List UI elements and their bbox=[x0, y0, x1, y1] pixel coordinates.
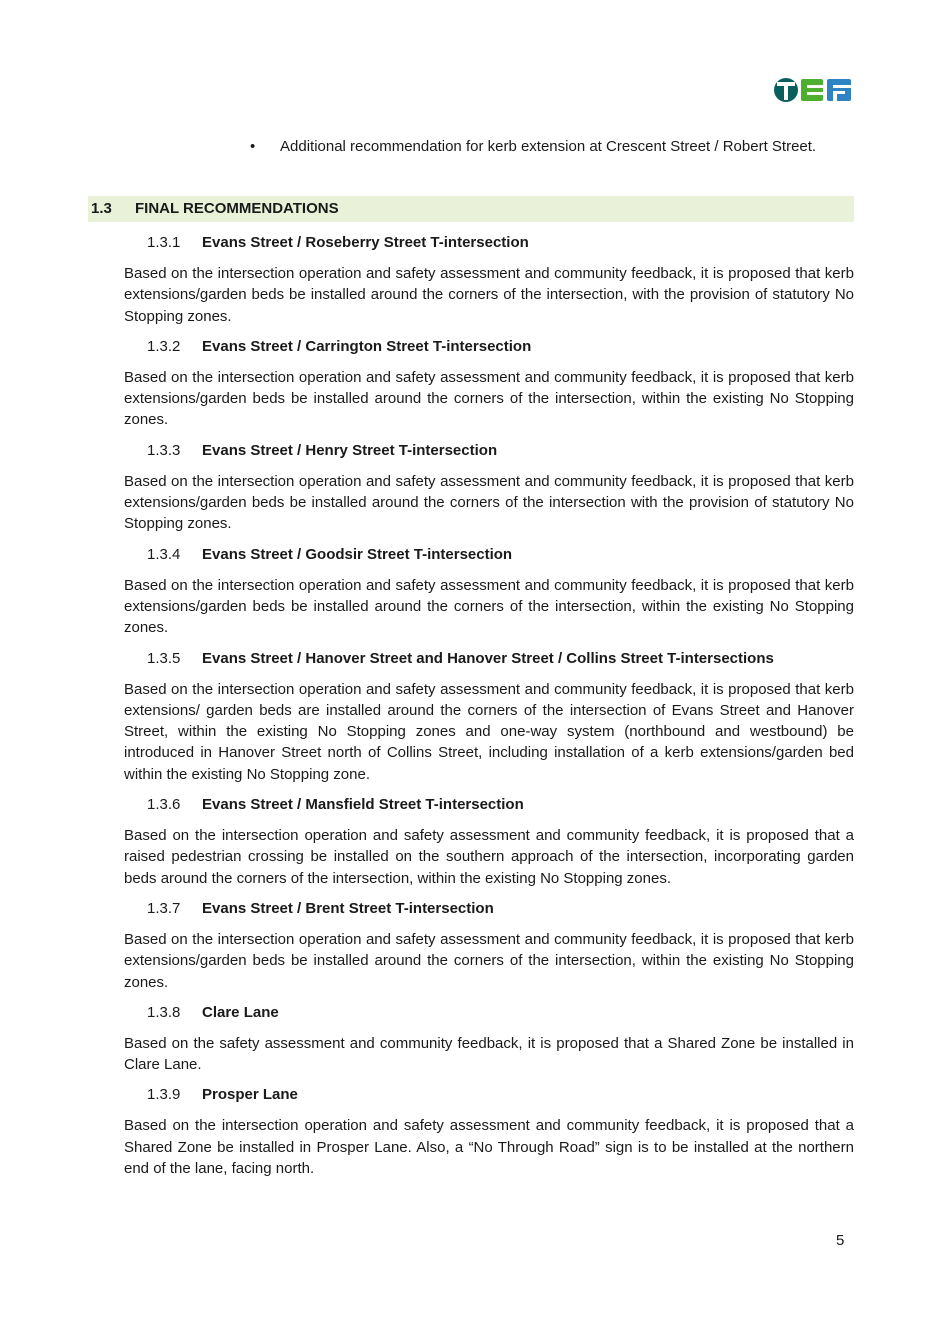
subsection-title: Evans Street / Goodsir Street T-intersection bbox=[202, 545, 513, 563]
subsection-heading-7 bbox=[124, 898, 854, 919]
subsection-heading-2 bbox=[124, 336, 854, 357]
main-content bbox=[124, 232, 854, 1188]
subsection-heading-8 bbox=[124, 1002, 854, 1023]
section-heading bbox=[88, 196, 854, 222]
subsection-title: Evans Street / Carrington Street T-intersection bbox=[202, 337, 532, 355]
subsection-number: 1.3.7 bbox=[147, 899, 181, 917]
subsection-body: Based on the intersection operation and safety assessment and community feedback, it is proposed that kerb extensions/garden beds be installed around the corners of the intersection, within the existing No Stopping zones. bbox=[124, 368, 854, 429]
subsection-heading-4 bbox=[124, 544, 854, 565]
subsection-body: Based on the intersection operation and safety assessment and community feedback, it is proposed that a raised pedestrian crossing be installed on the southern approach of the intersection, incorporating garden beds around the corners of the intersection, within the existing No Stopping zones. bbox=[124, 827, 854, 887]
subsection-number: 1.3.8 bbox=[147, 1003, 181, 1021]
subsection-number: 1.3.1 bbox=[147, 234, 181, 251]
subsection-title: Clare Lane bbox=[202, 1003, 279, 1021]
subsection-number: 1.3.9 bbox=[147, 1086, 181, 1104]
bullet-text: Additional recommendation for kerb extension at Crescent Street / Robert Street. bbox=[280, 138, 817, 155]
subsection-heading-6 bbox=[124, 794, 854, 815]
section-number: 1.3 bbox=[91, 200, 112, 217]
subsection-heading-5 bbox=[124, 648, 854, 669]
bullet-dot-icon: • bbox=[250, 138, 256, 155]
subsection-body: Based on the intersection operation and safety assessment and community feedback, it is proposed that kerb extensions/garden beds be installed around the corners of the intersection with the provision of statutory No Stopping zones. bbox=[124, 472, 854, 533]
subsection-body: Based on the safety assessment and community feedback, it is proposed that a Shared Zone be installed in Clare Lane. bbox=[124, 1034, 854, 1074]
subsection-number: 1.3.6 bbox=[147, 796, 181, 814]
subsection-title: Evans Street / Mansfield Street T-intersection bbox=[202, 796, 524, 814]
subsection-title: Prosper Lane bbox=[202, 1086, 298, 1104]
subsection-heading-1 bbox=[124, 232, 854, 253]
subsection-body: Based on the intersection operation and safety assessment and community feedback, it is proposed that a Shared Zone be installed in Prosper Lane. Also, a “No Through Road” sign is to be installed at the northern end of the lane, facing north. bbox=[124, 1117, 854, 1178]
subsection-number: 1.3.4 bbox=[147, 545, 181, 563]
subsection-heading-9 bbox=[124, 1084, 854, 1105]
bullet-item bbox=[250, 136, 830, 157]
subsection-body: Based on the intersection operation and safety assessment and community feedback, it is proposed that kerb extensions/garden beds be installed around the corners of the intersection, within the existing No Stopping zones. bbox=[124, 576, 854, 637]
subsection-body: Based on the intersection operation and safety assessment and community feedback, it is proposed that kerb extensions/garden beds be installed around the corners of the intersection, within the existing No Stopping zones. bbox=[124, 930, 854, 991]
subsection-title: Evans Street / Hanover Street and Hanover Street / Collins Street T-intersections bbox=[202, 649, 774, 667]
subsection-heading-3 bbox=[124, 440, 854, 461]
subsection-body: Based on the intersection operation and safety assessment and community feedback, it is proposed that kerb extensions/ garden beds are installed around the corners of the intersection of Evans Street and Hanover Street, within the existing No Stopping zones and one-way system (northbound and westbound) be introduced in Hanover Street north of Collins Street, including installation of a kerb extensions/garden bed within the existing No Stopping zone. bbox=[124, 680, 854, 783]
subsection-number: 1.3.5 bbox=[147, 649, 181, 667]
subsection-title: Evans Street / Brent Street T-intersection bbox=[202, 899, 494, 917]
page-number: 5 bbox=[836, 1232, 845, 1249]
subsection-title: Evans Street / Henry Street T-intersection bbox=[202, 441, 498, 459]
subsection-number: 1.3.3 bbox=[147, 441, 181, 459]
subsection-body: Based on the intersection operation and safety assessment and community feedback, it is proposed that kerb extensions/garden beds be installed around the corners of the intersection, with the provision of statutory No Stopping zones. bbox=[124, 265, 854, 325]
subsection-title: Evans Street / Roseberry Street T-intersection bbox=[202, 234, 529, 251]
subsection-number: 1.3.2 bbox=[147, 337, 181, 355]
section-title: FINAL RECOMMENDATIONS bbox=[135, 200, 339, 217]
tef-logo bbox=[773, 76, 853, 104]
